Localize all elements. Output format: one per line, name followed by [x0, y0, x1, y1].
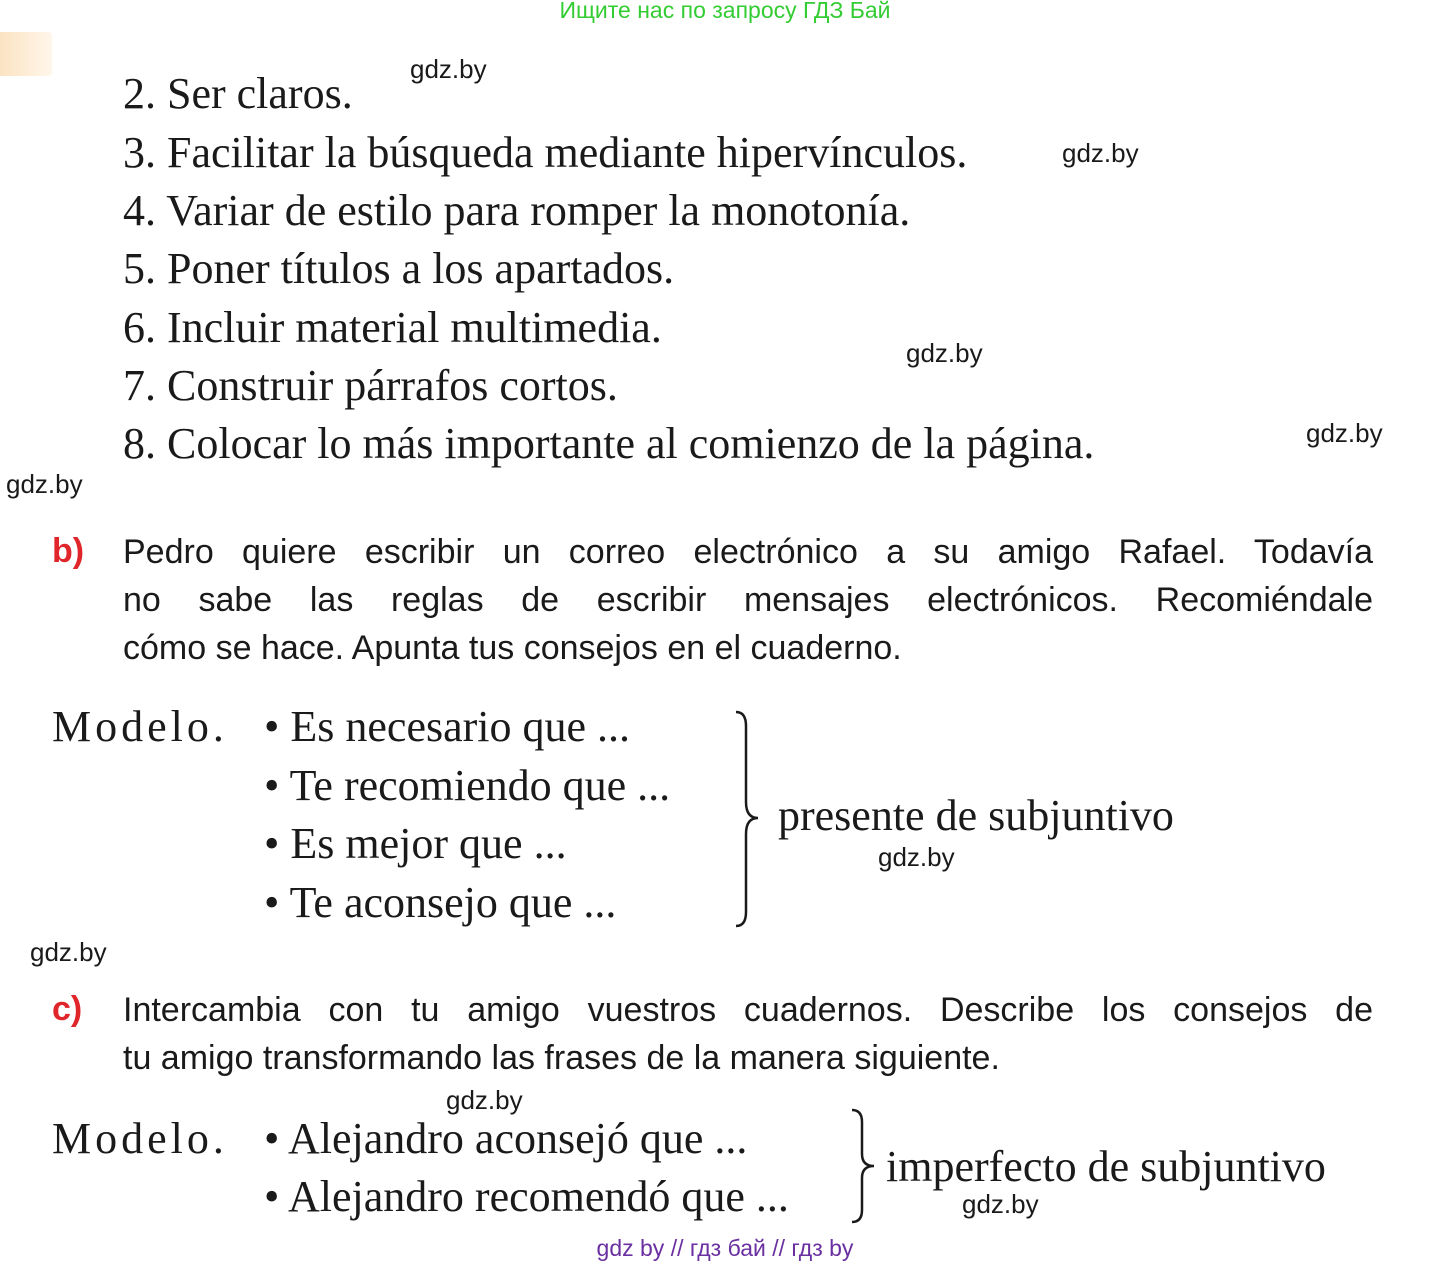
instruction-line: Intercambia con tu amigo vuestros cuadernos. Describe los consejos de [123, 991, 1373, 1029]
watermark: gdz.by [30, 937, 107, 967]
list-item: 3. Facilitar la búsqueda mediante hipervínculos. [123, 128, 968, 177]
instruction-line: tu amigo transformando las frases de la manera siguiente. [123, 1039, 1000, 1077]
section-b-letter: b) [52, 532, 85, 570]
model-bullet: • Alejandro recomendó que ... [264, 1172, 789, 1221]
watermark: gdz.by [6, 469, 83, 499]
watermark: gdz.by [410, 54, 487, 84]
instruction-line: no sabe las reglas de escribir mensajes electrónicos. Recomiéndale [123, 581, 1373, 619]
list-item: 4. Variar de estilo para romper la monotonía. [123, 186, 911, 235]
watermark: gdz.by [1062, 138, 1139, 168]
top-banner: Ищите нас по запросу ГДЗ Бай [559, 0, 891, 23]
brace-label: presente de subjuntivo [778, 791, 1174, 840]
page-corner-decoration [0, 32, 52, 76]
section-b-instructions [123, 528, 1373, 672]
section-c-instructions [123, 986, 1373, 1082]
list-item: 6. Incluir material multimedia. [123, 303, 662, 352]
right-brace-icon [728, 710, 768, 930]
list-item: 2. Ser claros. [123, 69, 353, 118]
watermark: gdz.by [906, 338, 983, 368]
model-bullet: • Te recomiendo que ... [264, 761, 671, 810]
watermark: gdz.by [878, 842, 955, 872]
list-item: 8. Colocar lo más importante al comienzo de la página. [123, 419, 1095, 468]
watermark: gdz.by [446, 1085, 523, 1115]
section-c-letter: c) [52, 990, 83, 1028]
watermark: gdz.by [962, 1189, 1039, 1219]
footer-links: gdz by // гдз бай // гдз by [596, 1235, 854, 1261]
list-item: 5. Poner títulos a los apartados. [123, 244, 675, 293]
model-bullet: • Te aconsejo que ... [264, 878, 617, 927]
right-brace-icon [848, 1108, 888, 1226]
model-bullet: • Alejandro aconsejó que ... [264, 1114, 748, 1163]
watermark: gdz.by [1306, 418, 1383, 448]
model-bullet: • Es mejor que ... [264, 819, 567, 868]
list-item: 7. Construir párrafos cortos. [123, 361, 618, 410]
brace-label: imperfecto de subjuntivo [886, 1142, 1326, 1191]
model-label: Modelo. [52, 702, 228, 751]
instruction-line: Pedro quiere escribir un correo electrónico a su amigo Rafael. Todavía [123, 533, 1373, 571]
model-label: Modelo. [52, 1114, 228, 1163]
instruction-line: cómo se hace. Apunta tus consejos en el cuaderno. [123, 629, 902, 667]
model-bullet: • Es necesario que ... [264, 702, 631, 751]
